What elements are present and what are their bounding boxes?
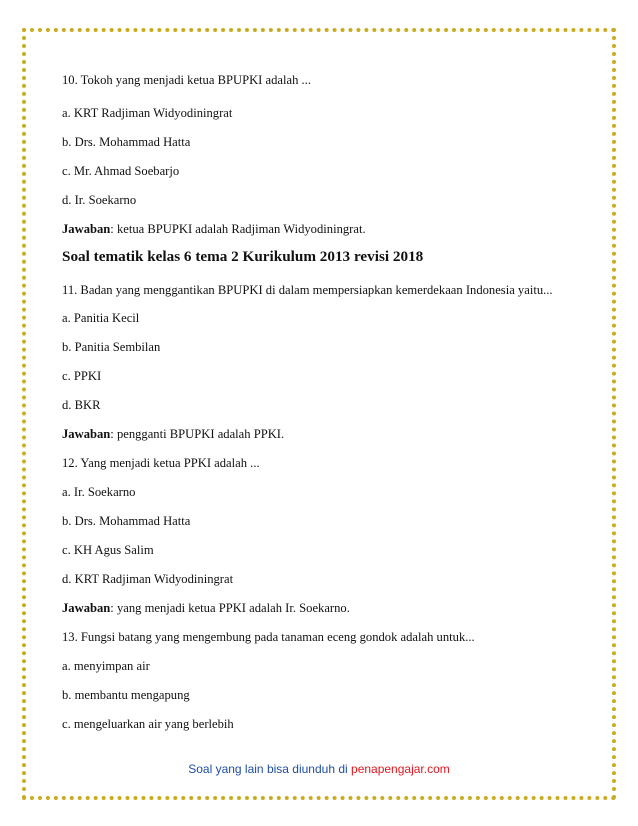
q11-option-a: a. Panitia Kecil: [62, 311, 140, 325]
q11-option-b: b. Panitia Sembilan: [62, 340, 161, 354]
q10-option-b: b. Drs. Mohammad Hatta: [62, 135, 191, 149]
q12-option-b: b. Drs. Mohammad Hatta: [62, 514, 191, 528]
question-12: 12. Yang menjadi ketua PPKI adalah ...: [62, 456, 260, 470]
q10-option-a: a. KRT Radjiman Widyodiningrat: [62, 106, 233, 120]
q13-option-b: b. membantu mengapung: [62, 688, 190, 702]
answer-label: Jawaban: [62, 427, 111, 441]
q10-option-d: d. Ir. Soekarno: [62, 193, 137, 207]
question-13: 13. Fungsi batang yang mengembung pada tanaman eceng gondok adalah untuk...: [62, 630, 475, 644]
q12-answer: [62, 600, 350, 616]
answer-text: : yang menjadi ketua PPKI adalah Ir. Soekarno.: [110, 601, 350, 615]
answer-text: : pengganti BPUPKI adalah PPKI.: [110, 427, 285, 441]
question-10: 10. Tokoh yang menjadi ketua BPUPKI adalah ...: [62, 73, 311, 87]
footer-text: Soal yang lain bisa diunduh di: [188, 762, 352, 776]
answer-label: Jawaban: [62, 601, 111, 615]
q13-option-a: a. menyimpan air: [62, 659, 150, 673]
q11-option-d: d. BKR: [62, 398, 101, 412]
q10-option-c: c. Mr. Ahmad Soebarjo: [62, 164, 180, 178]
footer-link[interactable]: penapengajar.com: [351, 762, 450, 776]
q12-option-c: c. KH Agus Salim: [62, 543, 154, 557]
question-11: 11. Badan yang menggantikan BPUPKI di dalam mempersiapkan kemerdekaan Indonesia yaitu...: [62, 283, 553, 297]
q12-option-a: a. Ir. Soekarno: [62, 485, 136, 499]
answer-text: : ketua BPUPKI adalah Radjiman Widyodiningrat.: [110, 222, 366, 236]
q13-option-c: c. mengeluarkan air yang berlebih: [62, 717, 234, 731]
q11-answer: [62, 426, 284, 442]
q10-answer: [62, 221, 366, 237]
answer-label: Jawaban: [62, 222, 111, 236]
page-footer: [0, 762, 638, 776]
q12-option-d: d. KRT Radjiman Widyodiningrat: [62, 572, 234, 586]
section-heading: Soal tematik kelas 6 tema 2 Kurikulum 2013 revisi 2018: [62, 248, 424, 265]
q11-option-c: c. PPKI: [62, 369, 102, 383]
